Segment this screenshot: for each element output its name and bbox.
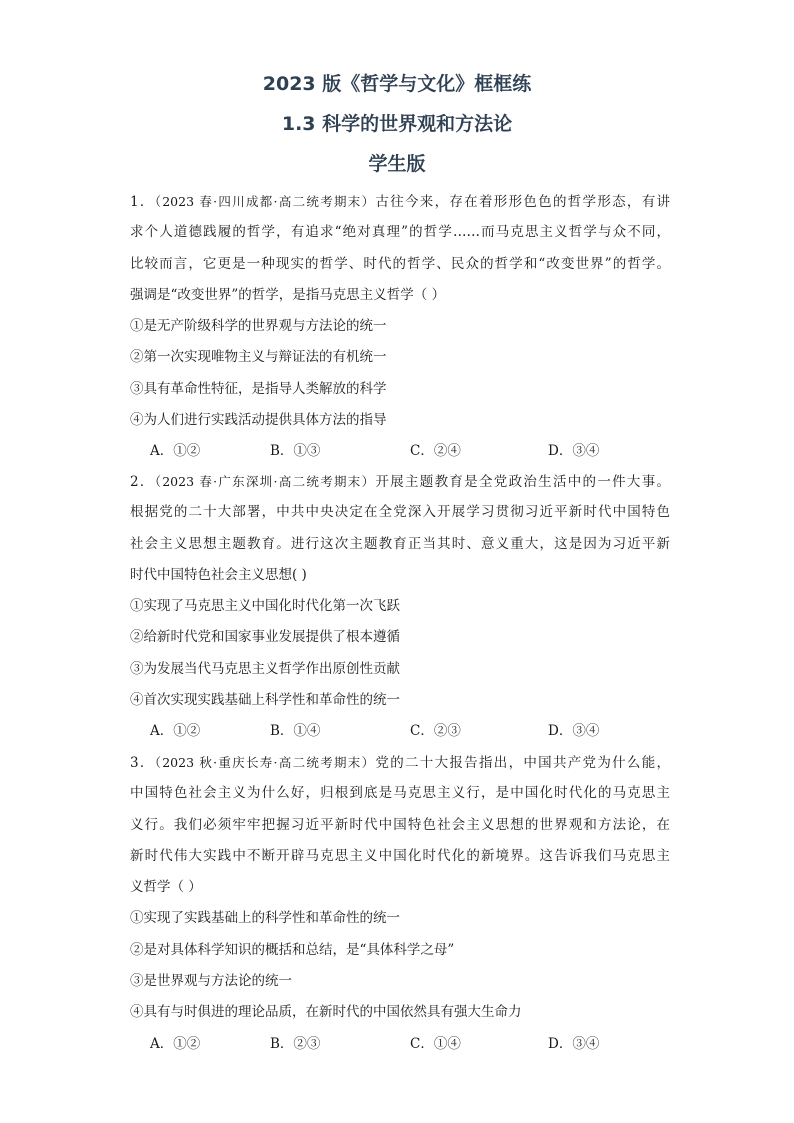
question-source: （2023 春·四川成都·高二统考期末） [154,194,376,209]
question-2 [130,466,670,748]
statement-item: ④首次实现实践基础上科学性和革命性的统一 [130,692,400,709]
question-stem-line: 社会主义思想主题教育。进行这次主题教育正当其时、意义重大，这是因为习近平新 [130,535,670,552]
question-stem-text: 党的二十大报告指出，中国共产党为什么能， [375,755,670,771]
statement-item: ②给新时代党和国家事业发展提供了根本遵循 [130,629,400,646]
question-stem-line [130,747,670,778]
question-3 [130,747,670,1060]
statement-item: ②是对具体科学知识的概括和总结，是“具体科学之母” [130,941,455,958]
option-c: C．②④ [410,443,461,460]
document-title: 2023 版《哲学与文化》框框练 [262,73,532,95]
statement-item: ①实现了马克思主义中国化时代化第一次飞跃 [130,598,400,615]
statement-item: ②第一次实现唯物主义与辩证法的有机统一 [130,349,387,366]
option-a: A．①② [150,443,201,460]
statement-item: ③是世界观与方法论的统一 [130,973,292,990]
statement-item: ④为人们进行实践活动提供具体方法的指导 [130,412,387,429]
question-stem-line: 新时代伟大实践中不断开辟马克思主义中国化时代化的新境界。这告诉我们马克思主 [130,847,670,864]
question-stem-line: 根据党的二十大部署，中共中央决定在全党深入开展学习贯彻习近平新时代中国特色 [130,504,670,521]
question-stem-line: 中国特色社会主义为什么好，归根到底是马克思主义行，是中国化时代化的马克思主 [130,785,670,802]
question-stem-line: 义哲学（ ） [130,879,202,896]
option-d: D．③④ [548,1035,600,1052]
question-source: （2023 春·广东深圳·高二统考期末） [154,474,376,489]
option-d: D．③④ [548,443,600,460]
answer-options [130,716,670,747]
statement-item: ①是无产阶级科学的世界观与方法论的统一 [130,318,387,335]
option-b: B．①④ [270,723,321,740]
option-b: B．①③ [270,443,321,460]
option-c: C．②③ [410,723,461,740]
statement-item: ①实现了实践基础上的科学性和革命性的统一 [130,910,400,927]
option-a: A．①② [150,1035,201,1052]
question-stem-line: 比较而言，它更是一种现实的哲学、时代的哲学、民众的哲学和“改变世界”的哲学。 [130,255,670,272]
answer-options [130,1029,670,1060]
option-b: B．②③ [270,1035,321,1052]
answer-options [130,436,670,467]
option-d: D．③④ [548,723,600,740]
question-stem-line: 强调是“改变世界”的哲学，是指马克思主义哲学（ ） [130,286,446,303]
option-a: A．①② [150,723,201,740]
statement-item: ③为发展当代马克思主义哲学作出原创性贡献 [130,660,400,677]
lesson-title: 1.3 科学的世界观和方法论 [281,113,513,135]
question-source: （2023 秋·重庆长寿·高二统考期末） [154,755,376,770]
question-stem-line: 求个人道德践履的哲学，有追求“绝对真理”的哲学……而马克思主义哲学与众不同， [130,224,670,241]
statement-item: ③具有革命性特征，是指导人类解放的科学 [130,380,387,397]
question-stem-text: 古往今来，存在着形形色色的哲学形态，有讲 [375,194,670,210]
question-number: 3． [130,755,155,771]
edition-label: 学生版 [368,153,426,175]
question-stem-text: 开展主题教育是全党政治生活中的一件大事。 [375,474,670,490]
question-stem-line: 时代中国特色社会主义思想( ) [130,566,307,583]
question-number: 2． [130,474,155,490]
question-stem-line: 义行。我们必须牢牢把握习近平新时代中国特色社会主义思想的世界观和方法论，在 [130,816,670,833]
option-c: C．①④ [410,1035,461,1052]
question-stem-line [130,466,670,497]
title-block [0,64,794,184]
question-number: 1． [130,194,155,210]
statement-item: ④具有与时俱进的理论品质，在新时代的中国依然具有强大生命力 [130,1004,522,1021]
question-stem-line [130,186,670,217]
question-1 [130,186,670,468]
